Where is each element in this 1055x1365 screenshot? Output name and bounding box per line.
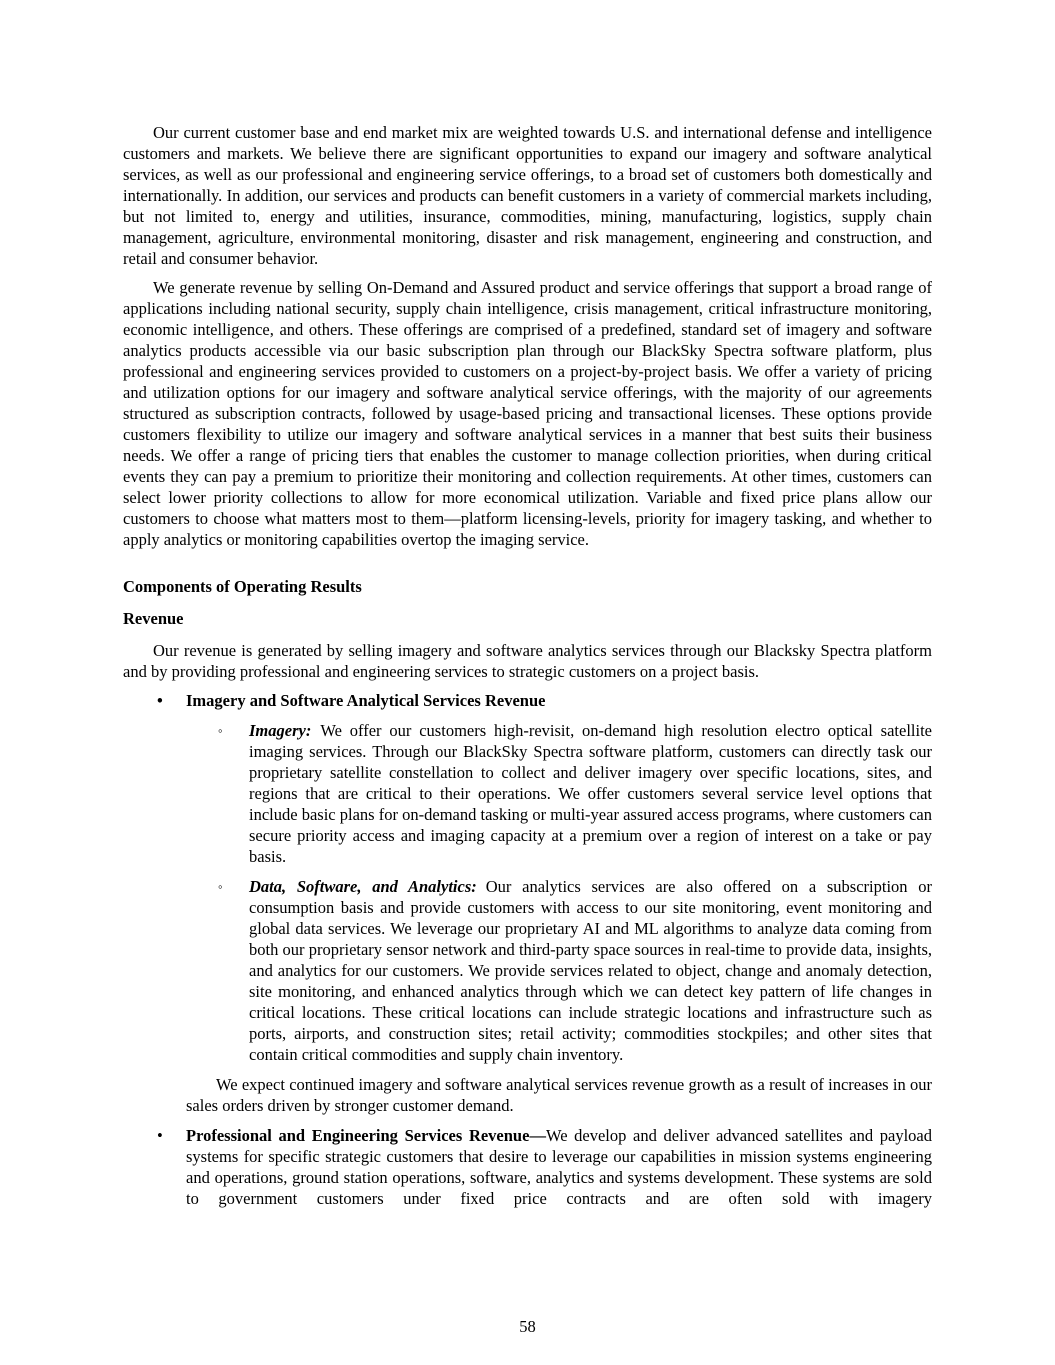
sub-bullet-marker: ◦	[218, 723, 223, 738]
bullet-professional-label: Professional and Engineering Services Revenue	[186, 1126, 530, 1145]
sub-bullet-data-software-analytics	[123, 876, 932, 1065]
bullet-marker: •	[157, 691, 163, 710]
paragraph-revenue-generation: We generate revenue by selling On-Demand and Assured product and service offerings that support a broad range of applications including national security, supply chain intelligence, crisis management, critical infrastructure monitoring, economic intelligence, and others. These offerings are comprised of a predefined, standard set of imagery and software analytics products accessible via our basic subscription plan through our BlackSky Spectra software platform, plus professional and engineering services provided to customers on a project-by-project basis. We offer a variety of pricing and utilization options for our imagery and software analytical service offerings, with the majority of our agreements structured as subscription contracts, followed by usage-based pricing and transactional licenses. These options provide customers flexibility to utilize our imagery and software analytical services in a manner that best suits their business needs. We offer a range of pricing tiers that enables the customer to manage collection priorities, when during critical events they can pay a premium to prioritize their monitoring and collection requirements. At other times, customers can select lower priority collections to allow for more economical utilization. Variable and fixed price plans allow our customers to choose what matters most to them—platform licensing-levels, priority for imagery tasking, and whether to apply analytics or monitoring capabilities overtop the imaging service.	[123, 278, 932, 549]
heading-revenue: Revenue	[123, 609, 184, 628]
page-content	[123, 122, 932, 1218]
sub-bullet-marker: ◦	[218, 879, 223, 894]
bullet-title: Imagery and Software Analytical Services Revenue	[186, 691, 546, 710]
sub-bullet-imagery-text: We offer our customers high-revisit, on-demand high resolution electro optical satellite imaging services. Through our BlackSky Spectra software platform, customers can directly task our proprietary satellite constellation to collect and deliver imagery over specific locations, sites, and regions that are critical to their operations. We offer customers several service level options that include basic plans for on-demand tasking or multi-year assured access programs, where customers can secure priority access and imaging capacity at a premium over a region of interest on a take or pay basis.	[249, 721, 932, 866]
bullet-imagery-software-revenue	[123, 690, 932, 711]
sub-bullet-data-label: Data, Software, and Analytics:	[249, 877, 477, 896]
em-dash: —	[529, 1126, 546, 1145]
bullet-professional-text: We develop and deliver advanced satellites and payload systems for specific strategic customers that desire to leverage our capabilities in mission systems engineering and operations, ground station operations, software, analytics and systems development. These systems are sold to government customers under fixed price contracts and are often sold with imagery	[186, 1126, 932, 1208]
paragraph-revenue-intro: Our revenue is generated by selling imagery and software analytics services through our Blacksky Spectra platform and by providing professional and engineering services to strategic customers on a project basis.	[123, 641, 932, 681]
paragraph-customer-base: Our current customer base and end market mix are weighted towards U.S. and international defense and intelligence customers and markets. We believe there are significant opportunities to expand our imagery and software analytical services, as well as our professional and engineering service offerings, to a broad set of customers both domestically and internationally. In addition, our services and products can benefit customers in a variety of commercial markets including, but not limited to, energy and utilities, insurance, commodities, mining, manufacturing, logistics, supply chain management, agriculture, environmental monitoring, disaster and risk management, engineering and construction, and retail and consumer behavior.	[123, 123, 932, 268]
bullet-professional-engineering-revenue	[123, 1125, 932, 1209]
sub-bullet-imagery-label: Imagery:	[249, 721, 312, 740]
sub-bullet-imagery	[123, 720, 932, 867]
paragraph-revenue-growth-expectation: We expect continued imagery and software analytical services revenue growth as a result of increases in our sales orders driven by stronger customer demand.	[186, 1075, 932, 1115]
page-number: 58	[519, 1317, 536, 1336]
heading-components-of-operating-results: Components of Operating Results	[123, 577, 362, 596]
sub-bullet-data-text: Our analytics services are also offered on a subscription or consumption basis and provide customers with access to our site monitoring, event monitoring and global data services. We leverage our proprietary AI and ML algorithms to analyze data coming from both our proprietary sensor network and third-party space sources in real-time to provide data, insights, and analytics for our customers. We provide services related to object, change and anomaly detection, site monitoring, and enhanced analytics through which we can detect key pattern of life changes in critical locations. These critical locations can include strategic locations and infrastructure such as ports, airports, and construction sites; retail activity; commodities stockpiles; and other sites that contain critical commodities and supply chain inventory.	[249, 877, 932, 1064]
bullet-marker: •	[157, 1126, 163, 1145]
